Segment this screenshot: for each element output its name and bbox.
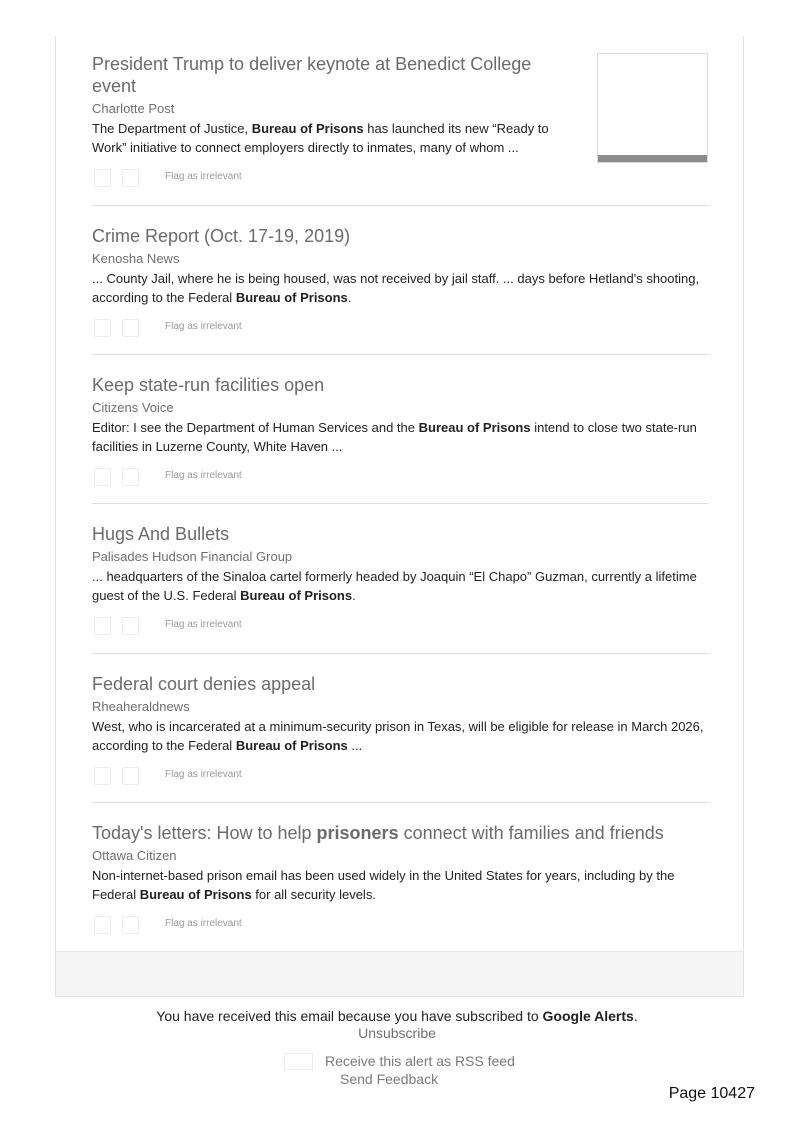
share-button[interactable] — [94, 617, 111, 635]
share-button[interactable] — [94, 916, 111, 934]
save-button[interactable] — [122, 319, 139, 337]
article-source: Palisades Hudson Financial Group — [92, 549, 293, 564]
article-snippet: ... County Jail, where he is being housed, was not received by jail staff. ... days before Hetland's shooting, according to the Federal Bureau of Prisons. — [92, 271, 700, 305]
share-button[interactable] — [94, 767, 111, 785]
article-item — [92, 225, 710, 339]
flag-irrelevant-link[interactable]: Flag as irrelevant — [165, 470, 242, 481]
rss-feed-link[interactable]: Receive this alert as RSS feed — [325, 1053, 515, 1069]
divider — [92, 802, 709, 803]
article-snippet: West, who is incarcerated at a minimum-security prison in Texas, will be eligible for release in March 2026, according to the Federal Bureau of Prisons ... — [92, 719, 704, 753]
flag-irrelevant-link[interactable]: Flag as irrelevant — [165, 321, 242, 332]
page-number: Page 10427 — [668, 1085, 755, 1102]
article-snippet: ... headquarters of the Sinaloa cartel formerly headed by Joaquin “El Chapo” Guzman, currently a lifetime guest of the U.S. Federal Bureau of Prisons. — [92, 569, 697, 603]
flag-irrelevant-link[interactable]: Flag as irrelevant — [165, 619, 242, 630]
share-button[interactable] — [94, 169, 111, 187]
article-snippet: Editor: I see the Department of Human Services and the Bureau of Prisons intend to close two state-run facilities in Luzerne County, White Haven ... — [92, 420, 697, 454]
article-snippet: The Department of Justice, Bureau of Prisons has launched its new “Ready to Work” initiative to connect employers directly to inmates, many of whom ... — [92, 121, 549, 155]
article-actions — [92, 916, 710, 936]
article-snippet: Non-internet-based prison email has been used widely in the United States for years, including by the Federal Bureau of Prisons for all security levels. — [92, 868, 675, 902]
article-title[interactable]: Hugs And Bullets — [92, 524, 230, 544]
article-item — [92, 673, 710, 787]
article-actions — [92, 617, 710, 637]
article-source: Ottawa Citizen — [92, 848, 177, 863]
article-title[interactable]: President Trump to deliver keynote at Benedict College event — [92, 54, 532, 96]
article-actions — [92, 468, 710, 488]
save-button[interactable] — [122, 617, 139, 635]
save-button[interactable] — [122, 468, 139, 486]
article-source: Citizens Voice — [92, 400, 174, 415]
divider — [92, 503, 709, 504]
send-feedback-link[interactable]: Send Feedback — [340, 1071, 439, 1087]
article-title[interactable]: Crime Report (Oct. 17-19, 2019) — [92, 226, 351, 246]
thumbnail-bar — [598, 155, 707, 162]
subscription-notice: You have received this email because you have subscribed to Google Alerts. — [156, 1008, 638, 1024]
rss-icon — [284, 1053, 313, 1070]
save-button[interactable] — [122, 169, 139, 187]
article-title[interactable]: Today's letters: How to help prisoners connect with families and friends — [92, 823, 664, 843]
article-source: Charlotte Post — [92, 101, 175, 116]
article-actions — [92, 169, 710, 189]
divider — [92, 354, 709, 355]
article-item — [92, 523, 710, 637]
flag-irrelevant-link[interactable]: Flag as irrelevant — [165, 769, 242, 780]
article-item — [92, 374, 710, 488]
article-actions — [92, 767, 710, 787]
article-thumbnail[interactable] — [597, 53, 708, 163]
save-button[interactable] — [122, 916, 139, 934]
article-source: Rheaheraldnews — [92, 699, 190, 714]
divider — [92, 205, 709, 206]
article-item — [92, 822, 710, 936]
alert-card — [55, 36, 744, 997]
unsubscribe-link[interactable]: Unsubscribe — [358, 1025, 436, 1041]
share-button[interactable] — [94, 319, 111, 337]
divider — [92, 653, 709, 654]
article-actions — [92, 319, 710, 339]
google-alerts-link[interactable]: Google Alerts — [542, 1008, 634, 1024]
flag-irrelevant-link[interactable]: Flag as irrelevant — [165, 918, 242, 929]
save-button[interactable] — [122, 767, 139, 785]
article-source: Kenosha News — [92, 251, 180, 266]
article-title[interactable]: Federal court denies appeal — [92, 674, 316, 694]
share-button[interactable] — [94, 468, 111, 486]
card-footer — [56, 951, 743, 996]
article-title[interactable]: Keep state-run facilities open — [92, 375, 325, 395]
flag-irrelevant-link[interactable]: Flag as irrelevant — [165, 171, 242, 182]
